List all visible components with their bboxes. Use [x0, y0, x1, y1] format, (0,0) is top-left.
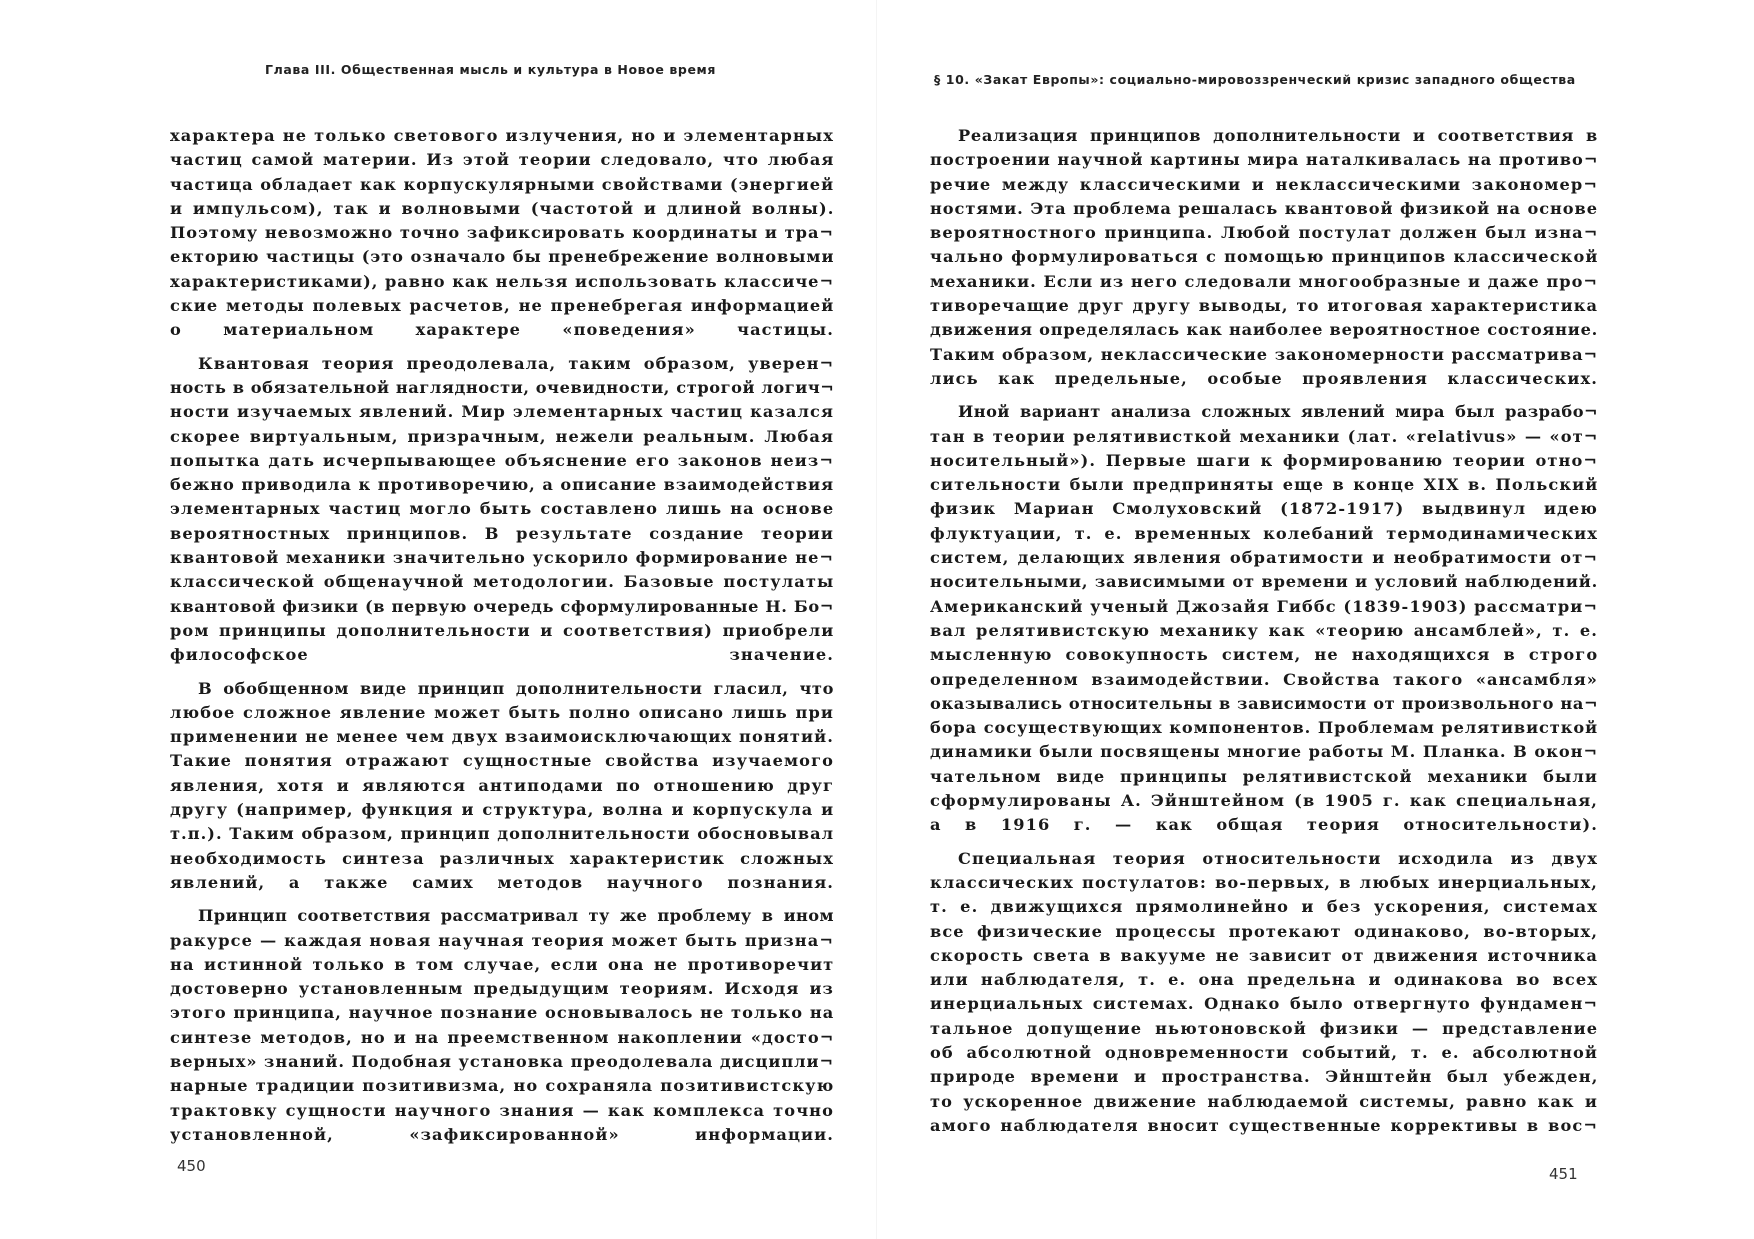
- text-line: классической общенаучной методологии. Базовые постулаты: [170, 572, 835, 592]
- text-line: элементарных частиц могло быть составлено лишь на основе: [170, 499, 835, 519]
- text-line: Американский ученый Джозайя Гиббс (1839-1903) рассматри¬: [930, 596, 1598, 616]
- text-line: бора сосуществующих компонентов. Проблемам релятивисткой: [930, 718, 1598, 738]
- paragraph: [170, 352, 834, 668]
- page-number-left: 450: [177, 1157, 206, 1175]
- text-line: т.п.). Таким образом, принцип дополнительности обосновывал: [170, 824, 835, 844]
- text-line: достоверно установленным предыдущим теориям. Исходя из: [170, 979, 834, 999]
- running-head-left: Глава III. Общественная мысль и культура в Новое время: [265, 62, 716, 77]
- text-line: Таким образом, неклассические закономерности рассматрива¬: [930, 344, 1599, 364]
- text-line: все физические процессы протекают одинаково, во-вторых,: [930, 921, 1599, 941]
- text-line: В обобщенном виде принцип дополнительности гласил, что: [198, 678, 834, 698]
- text-line: любое сложное явление может быть полно описано лишь при: [170, 702, 834, 722]
- text-line: вал релятивистскую механику как «теорию ансамблей», т. е.: [930, 620, 1599, 640]
- paragraph: [930, 124, 1598, 391]
- text-line: скорее виртуальным, призрачным, нежели реальным. Любая: [170, 426, 835, 446]
- paragraph: [930, 400, 1598, 837]
- text-line: ские методы полевых расчетов, не пренебрегая информацией: [170, 296, 835, 316]
- text-line: нарные традиции позитивизма, но сохраняла позитивистскую: [170, 1076, 835, 1096]
- text-line: тан в теории релятивисткой механики (лат. «relativus» — «от¬: [930, 426, 1599, 446]
- text-line: об абсолютной одновременности событий, т. е. абсолютной: [930, 1042, 1598, 1062]
- text-line: определенном взаимодействии. Свойства такого «ансамбля»: [930, 669, 1598, 689]
- text-line: построении научной картины мира наталкивалась на противо¬: [930, 150, 1599, 170]
- text-line: сформулированы А. Эйнштейном (в 1905 г. как специальная,: [930, 791, 1598, 811]
- text-line: и импульсом), так и волновыми (частотой и длиной волны).: [170, 198, 835, 218]
- text-line: на истинной только в том случае, если она не противоречит: [170, 954, 835, 974]
- text-line: т. е. движущихся прямолинейно и без ускорения, системах: [930, 897, 1598, 917]
- text-line: физик Мариан Смолуховский (1872-1917) выдвинул идею: [930, 499, 1598, 519]
- paragraph: [170, 124, 834, 343]
- text-line: носительный»). Первые шаги к формированию теории отно¬: [930, 450, 1598, 470]
- text-line: Иной вариант анализа сложных явлений мира был разрабо¬: [958, 402, 1598, 422]
- text-line: ром принципы дополнительности и соответствия) приобрели: [170, 620, 835, 640]
- text-line: частиц самой материи. Из этой теории следовало, что любая: [170, 150, 835, 170]
- text-line: характера не только светового излучения, но и элементарных: [170, 126, 834, 145]
- text-line: систем, делающих явления обратимости и необратимости от¬: [930, 548, 1598, 568]
- text-line: Такие понятия отражают сущностные свойства изучаемого: [170, 751, 834, 771]
- text-line: динамики были посвящены многие работы М. Планка. В окон¬: [930, 742, 1598, 762]
- text-line: попытка дать исчерпывающее объяснение его законов неиз¬: [170, 450, 834, 470]
- text-line: инерциальных системах. Однако было отвергнуто фундамен¬: [930, 994, 1599, 1014]
- text-line: ностями. Эта проблема решалась квантовой физикой на основе: [930, 198, 1598, 218]
- text-line: амого наблюдателя вносит существенные коррективы в вос¬: [930, 1115, 1598, 1135]
- text-line: оказывались относительны в зависимости от произвольного на¬: [930, 693, 1599, 713]
- text-line: природе времени и пространства. Эйнштейн был убежден,: [930, 1067, 1599, 1087]
- text-line: этого принципа, научное познание основывалось не только на: [170, 1003, 835, 1023]
- text-line: явления, хотя и являются антиподами по отношению друг: [170, 775, 834, 795]
- text-line: бежно приводила к противоречию, а описание взаимодействия: [170, 475, 834, 495]
- running-head-right: § 10. «Закат Европы»: социально-мировоззренческий кризис западного общества: [934, 72, 1576, 87]
- text-line: другу (например, функция и структура, волна и корпускула и: [170, 800, 835, 820]
- text-line: вероятностных принципов. В результате создание теории: [170, 523, 835, 543]
- paragraph: [930, 847, 1598, 1139]
- text-line: явлений, а также самих методов научного познания.: [170, 872, 834, 892]
- text-line: вероятностного принципа. Любой постулат должен был изна¬: [930, 223, 1599, 243]
- text-line: необходимость синтеза различных характеристик сложных: [170, 848, 834, 868]
- text-line: флуктуации, т. е. временных колебаний термодинамических: [930, 523, 1599, 543]
- text-line: ность в обязательной наглядности, очевидности, строгой логич¬: [170, 377, 835, 397]
- text-line: классических постулатов: во-первых, в любых инерциальных,: [930, 872, 1598, 892]
- paragraph: [170, 904, 834, 1147]
- text-line: о материальном характере «поведения» частицы.: [170, 320, 834, 340]
- text-line: екторию частицы (это означало бы пренебрежение волновыми: [170, 247, 835, 267]
- left-page-body: [170, 124, 834, 1156]
- text-line: ракурсе — каждая новая научная теория может быть призна¬: [170, 930, 834, 950]
- text-line: применении не менее чем двух взаимоисключающих понятий.: [170, 727, 834, 747]
- text-line: верных» знаний. Подобная установка преодолевала дисципли¬: [170, 1051, 834, 1071]
- text-line: частица обладает как корпускулярными свойствами (энергией: [170, 174, 835, 194]
- text-line: квантовой физики (в первую очередь сформулированные Н. Бо¬: [170, 596, 834, 616]
- right-page-body: [930, 124, 1598, 1147]
- text-line: философское значение.: [170, 645, 834, 665]
- text-line: тиворечащие друг другу выводы, то итоговая характеристика: [930, 296, 1599, 316]
- text-line: скорость света в вакууме не зависит от движения источника: [930, 945, 1598, 965]
- text-line: квантовой механики значительно ускорило формирование не¬: [170, 548, 834, 568]
- text-line: чательном виде принципы релятивистской механики были: [930, 766, 1598, 786]
- text-line: носительными, зависимыми от времени и условий наблюдений.: [930, 572, 1599, 592]
- text-line: движения определялась как наиболее вероятностное состояние.: [930, 320, 1599, 340]
- text-line: лись как предельные, особые проявления классических.: [930, 368, 1598, 388]
- text-line: Поэтому невозможно точно зафиксировать координаты и тра¬: [170, 223, 834, 243]
- text-line: Квантовая теория преодолевала, таким образом, уверен¬: [198, 353, 834, 373]
- text-line: синтезе методов, но и на преемственном накоплении «досто¬: [170, 1027, 835, 1047]
- text-line: трактовку сущности научного знания — как комплекса точно: [170, 1100, 834, 1120]
- text-line: Реализация принципов дополнительности и соответствия в: [958, 126, 1598, 145]
- text-line: Принцип соответствия рассматривал ту же проблему в ином: [198, 906, 834, 926]
- text-line: то ускоренное движение наблюдаемой системы, равно как и: [930, 1091, 1598, 1111]
- text-line: установленной, «зафиксированной» информации.: [170, 1124, 834, 1144]
- paragraph: [170, 677, 834, 896]
- text-line: сительности были предприняты еще в конце XIX в. Польский: [930, 475, 1599, 495]
- page-number-right: 451: [1549, 1165, 1578, 1183]
- text-line: механики. Если из него следовали многообразные и даже про¬: [930, 271, 1598, 291]
- text-line: Специальная теория относительности исходила из двух: [958, 848, 1598, 868]
- text-line: мысленную совокупность систем, не находящихся в строго: [930, 645, 1599, 665]
- right-page: [877, 0, 1754, 1239]
- text-line: или наблюдателя, т. е. она предельна и одинакова во всех: [930, 970, 1598, 990]
- text-line: тальное допущение ньютоновской физики — представление: [930, 1018, 1599, 1038]
- text-line: а в 1916 г. — как общая теория относительности).: [930, 815, 1598, 835]
- text-line: чально формулироваться с помощью принципов классической: [930, 247, 1599, 267]
- text-line: характеристиками), равно как нельзя использовать классиче¬: [170, 271, 834, 291]
- text-line: ности изучаемых явлений. Мир элементарных частиц казался: [170, 402, 834, 422]
- text-line: речие между классическими и неклассическими закономер¬: [930, 174, 1598, 194]
